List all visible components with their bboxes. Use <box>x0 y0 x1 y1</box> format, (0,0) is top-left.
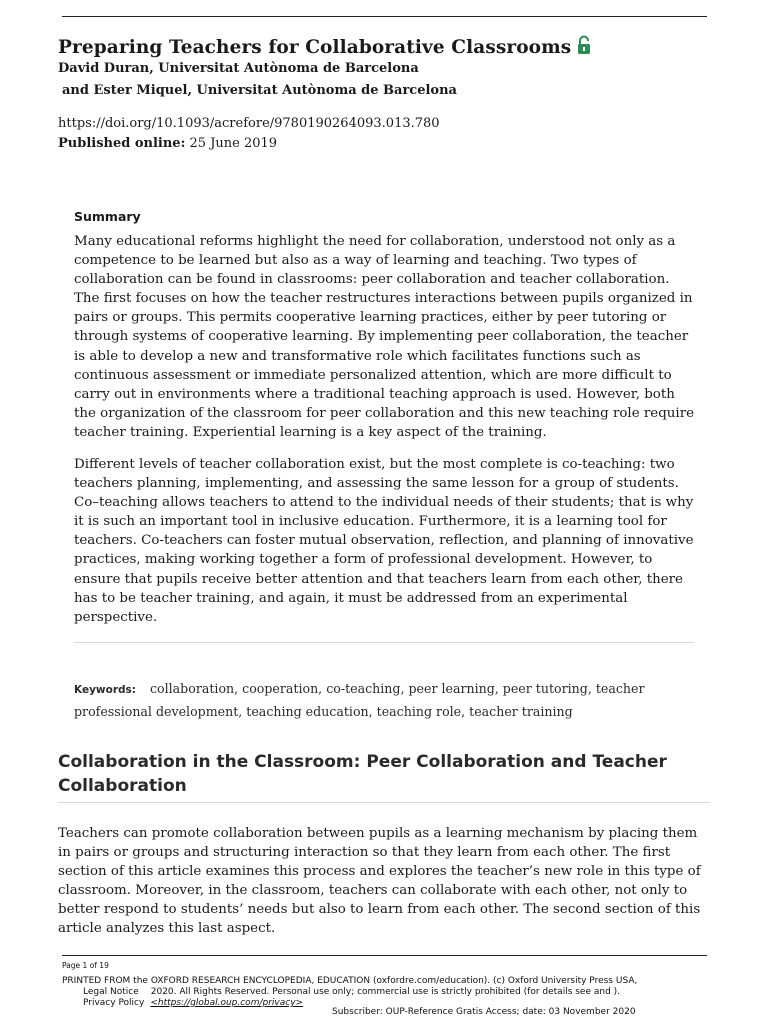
author-2: and Ester Miquel, Universitat Autònoma de Barcelona <box>62 83 457 98</box>
published-date: 25 June 2019 <box>189 136 278 151</box>
subscriber-info: Subscriber: OUP-Reference Gratis Access; date: 03 November 2020 <box>332 1007 636 1017</box>
privacy-policy <box>83 998 303 1009</box>
keywords <box>74 678 694 722</box>
section-paragraph: Teachers can promote collaboration between pupils as a learning mechanism by placing them in pairs or groups and structuring interaction so that they learn from each other. The first section of this article examines this process and explores the teacher’s new role in this type of classroom. Moreover, in the classroom, teachers can collaborate with each other, not only to better respond to students’ needs but also to learn from each other. The second section of this article analyzes this last aspect. <box>58 826 701 937</box>
legal-notice-text: 2020. All Rights Reserved. Personal use only; commercial use is strictly prohibited (for details see and ). <box>150 987 621 997</box>
summary-divider <box>74 642 694 643</box>
keywords-list: collaboration, cooperation, co-teaching, peer learning, peer tutoring, teacher professional development, teaching education, teaching role, teacher training <box>74 681 645 719</box>
published-online <box>58 136 277 151</box>
legal-notice <box>83 987 620 998</box>
summary-paragraph-2: Different levels of teacher collaboration exist, but the most complete is co-teaching: two teachers planning, implementing, and assessing the same lesson for a group of students. Co–teaching allows teachers to attend to the individual needs of their students; that is why it is such an important tool in inclusive education. Furthermore, it is a learning tool for teachers. Co-teachers can foster mutual observation, reflection, and planning of innovative practices, making working together a form of professional development. However, to ensure that pupils receive better attention and that teachers learn from each other, there has to be teacher training, and again, it must be addressed from an experimental perspective. <box>74 457 694 625</box>
printed-from: PRINTED FROM the OXFORD RESEARCH ENCYCLOPEDIA, EDUCATION (oxfordre.com/education). (c) Oxford University Press USA, <box>62 976 638 986</box>
author-1: David Duran, Universitat Autònoma de Barcelona <box>58 61 419 76</box>
article-title: Preparing Teachers for Collaborative Classrooms <box>58 35 591 60</box>
privacy-policy-link[interactable]: <https://global.oup.com/privacy> <box>150 998 304 1008</box>
summary-heading: Summary <box>74 209 141 224</box>
legal-notice-link[interactable]: Legal Notice <box>83 987 139 997</box>
keywords-label: Keywords: <box>74 684 136 696</box>
published-label: Published online: <box>58 136 186 151</box>
section-heading: Collaboration in the Classroom: Peer Collaboration and Teacher Collaboration <box>58 752 667 796</box>
privacy-policy-label[interactable]: Privacy Policy <box>83 998 145 1008</box>
doi-link[interactable]: https://doi.org/10.1093/acrefore/9780190264093.013.780 <box>58 116 440 131</box>
top-rule <box>62 16 707 17</box>
section-divider <box>58 802 710 803</box>
page-number: Page 1 of 19 <box>62 961 109 970</box>
summary-paragraph-1: Many educational reforms highlight the need for collaboration, understood not only as a competence to be learned but also as a way of learning and teaching. Two types of collaboration can be found in classrooms: peer collaboration and teacher collaboration. The first focuses on how the teacher restructures interactions between pupils organized in pairs or groups. This permits cooperative learning practices, either by peer tutoring or through systems of cooperative learning. By implementing peer collaboration, the teacher is able to develop a new and transformative role which facilitates functions such as continuous assessment or immediate personalized attention, which are more difficult to carry out in environments where a traditional teaching approach is used. However, both the organization of the classroom for peer collaboration and this new teaching role require teacher training. Experiential learning is a key aspect of the training. <box>74 234 695 440</box>
open-lock-icon <box>577 35 591 60</box>
footer-rule <box>62 955 707 956</box>
